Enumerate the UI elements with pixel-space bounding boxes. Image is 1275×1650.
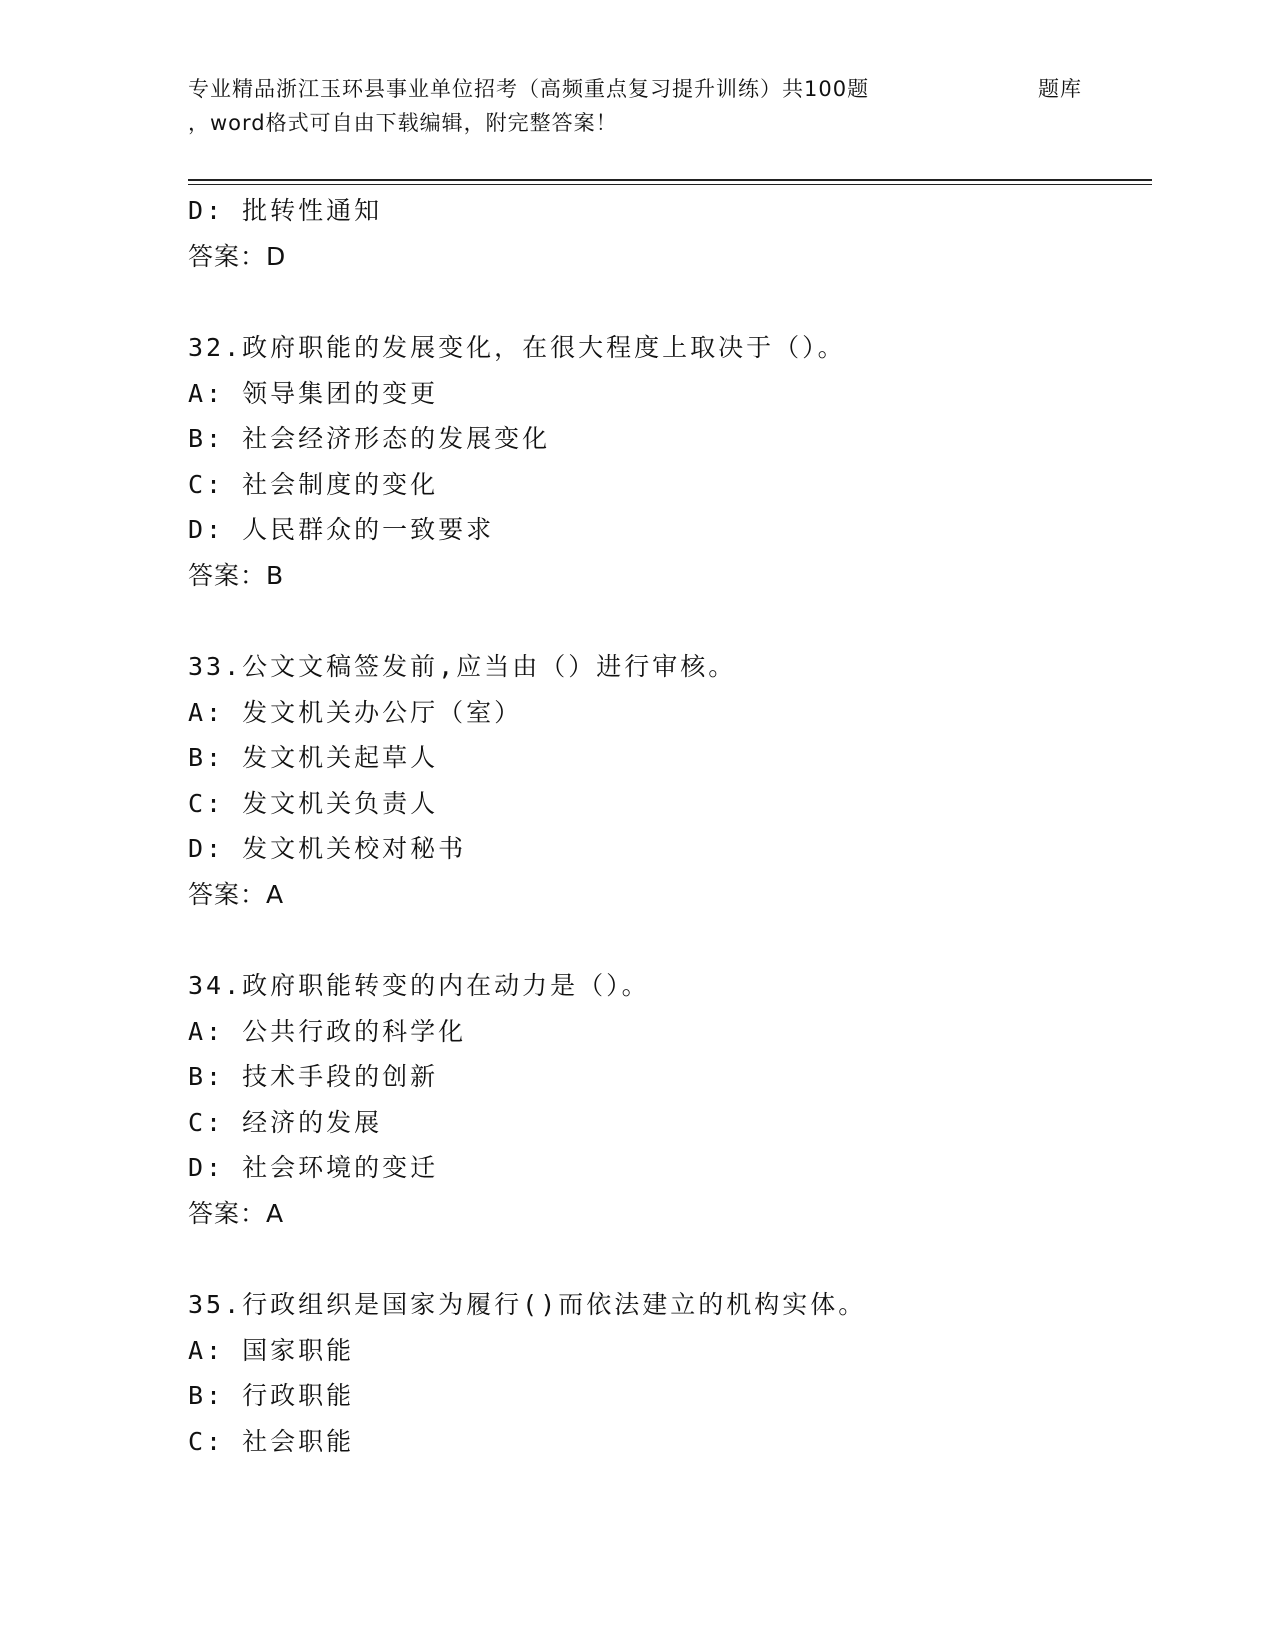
- spacer: [188, 917, 1148, 963]
- question-block: [188, 1282, 1148, 1464]
- answer-text: 答案：D: [188, 241, 287, 271]
- header-line: [188, 72, 1148, 106]
- question-block: [188, 325, 1148, 598]
- question-stem: 32.政府职能的发展变化，在很大程度上取决于（）。: [188, 333, 846, 362]
- document-title: 专业精品浙江玉环县事业单位招考（高频重点复习提升训练）共100题: [188, 77, 870, 101]
- option-text: D: 人民群众的一致要求: [188, 515, 495, 544]
- answer-text: 答案：B: [188, 560, 285, 590]
- option-text: C: 经济的发展: [188, 1107, 383, 1137]
- option-text: C: 社会职能: [188, 1426, 355, 1456]
- option-text: B: 发文机关起草人: [188, 743, 439, 772]
- header-tag: 题库: [1038, 77, 1082, 101]
- question-block: [188, 963, 1148, 1236]
- option-text: D: 批转性通知: [188, 196, 383, 225]
- question-stem: 33.公文文稿签发前,应当由（）进行审核。: [188, 652, 737, 681]
- option-text: D: 社会环境的变迁: [188, 1153, 439, 1182]
- document-subtitle: ，word格式可自由下载编辑，附完整答案！: [188, 111, 618, 135]
- option-text: C: 发文机关负责人: [188, 788, 439, 818]
- spacer: [188, 598, 1148, 644]
- option-text: B: 行政职能: [188, 1381, 355, 1410]
- header-divider: [188, 179, 1152, 185]
- spacer: [188, 279, 1148, 325]
- question-block: [188, 644, 1148, 917]
- answer-text: 答案：A: [188, 1198, 285, 1228]
- option-text: C: 社会制度的变化: [188, 469, 439, 499]
- option-text: A: 公共行政的科学化: [188, 1016, 467, 1046]
- option-text: A: 发文机关办公厅（室）: [188, 697, 523, 727]
- option-text: A: 国家职能: [188, 1335, 355, 1365]
- question-stem: 35.行政组织是国家为履行()而依法建立的机构实体。: [188, 1290, 867, 1319]
- question-stem: 34.政府职能转变的内在动力是（）。: [188, 971, 650, 1000]
- answer-text: 答案：A: [188, 879, 285, 909]
- spacer: [188, 1236, 1148, 1282]
- option-text: D: 发文机关校对秘书: [188, 834, 467, 863]
- option-text: A: 领导集团的变更: [188, 378, 439, 408]
- option-text: B: 技术手段的创新: [188, 1062, 439, 1091]
- option-text: B: 社会经济形态的发展变化: [188, 424, 551, 453]
- question-list: [188, 188, 1148, 1464]
- page-header: [188, 72, 1148, 140]
